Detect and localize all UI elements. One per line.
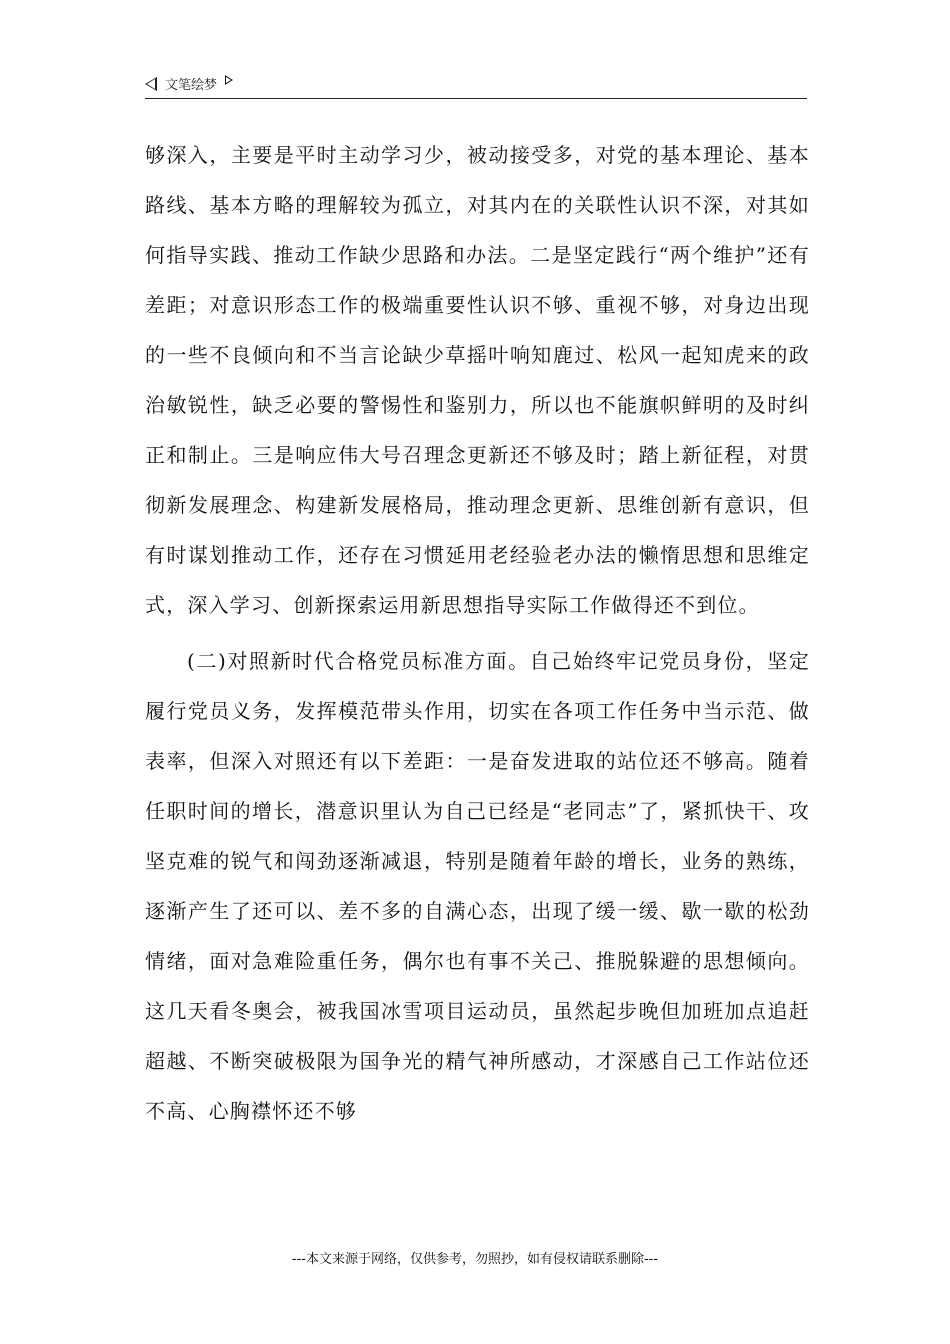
page-footer: ---本文来源于网络，仅供参考，勿照抄，如有侵权请联系删除--- — [291, 1252, 659, 1267]
header-brand-text: 文笔绘梦 — [165, 78, 218, 93]
page-header — [145, 72, 807, 99]
triangle-left-icon — [145, 77, 157, 91]
paragraph-2: (二)对照新时代合格党员标准方面。自己始终牢记党员身份，坚定履行党员义务，发挥模范带头作用，切实在各项工作任务中当示范、做表率，但深入对照还有以下差距：一是奋发进取的站位还不够高。随着任职时间的增长，潜意识里认为自己已经是“老同志”了，紧抓快干、攻坚克难的锐气和闯劲逐渐减退，特别是随着年龄的增长，业务的熟练，逐渐产生了还可以、差不多的自满心态，出现了缓一缓、歇一歇的松劲情绪，面对急难险重任务，偶尔也有事不关己、推脱躲避的思想倾向。这几天看冬奥会，被我国冰雪项目运动员，虽然起步晚但加班加点追赶超越、不断突破极限为国争光的精气神所感动，才深感自己工作站位还不高、心胸襟怀还不够 — [145, 649, 810, 1123]
header-brand — [145, 74, 233, 93]
paragraph-1: 够深入，主要是平时主动学习少，被动接受多，对党的基本理论、基本路线、基本方略的理解较为孤立，对其内在的关联性认识不深，对其如何指导实践、推动工作缺少思路和办法。二是坚定践行“两个维护”还有差距；对意识形态工作的极端重要性认识不够、重视不够，对身边出现的一些不良倾向和不当言论缺少草摇叶响知鹿过、松风一起知虎来的政治敏锐性，缺乏必要的警惕性和鉴别力，所以也不能旗帜鲜明的及时纠正和制止。三是响应伟大号召理念更新还不够及时；踏上新征程，对贯彻新发展理念、构建新发展格局，推动理念更新、思维创新有意识，但有时谋划推动工作，还存在习惯延用老经验老办法的懒惰思想和思维定式，深入学习、创新探索运用新思想指导实际工作做得还不到位。 — [145, 143, 810, 617]
document-body — [145, 130, 810, 1136]
triangle-right-icon — [225, 75, 233, 85]
